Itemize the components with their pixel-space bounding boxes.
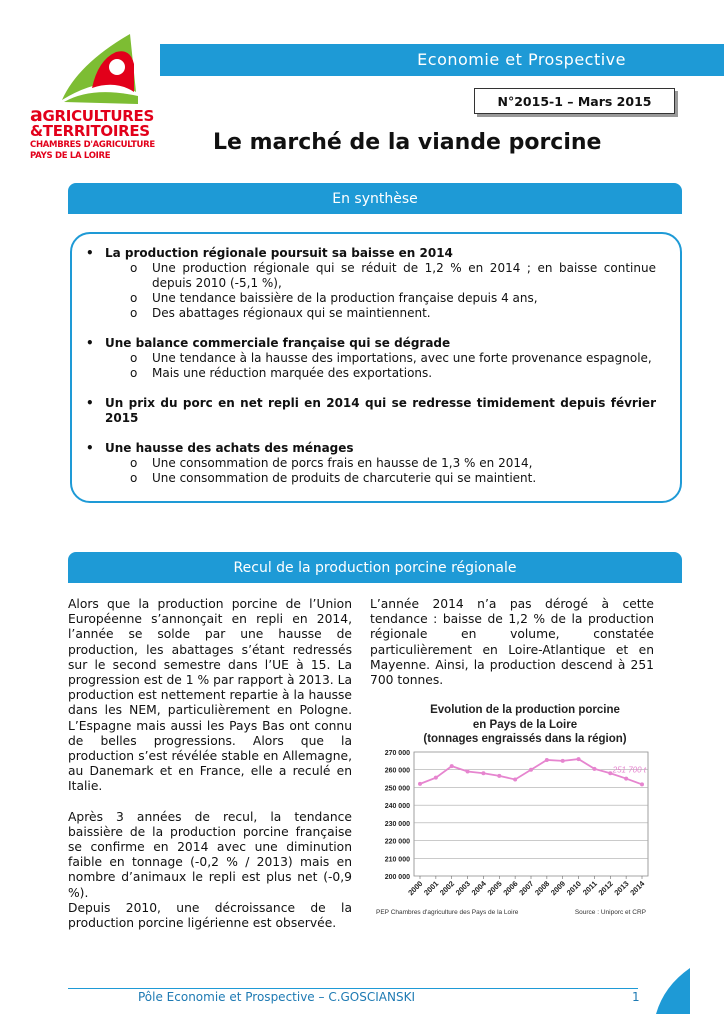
data-point bbox=[577, 757, 581, 761]
x-tick-label: 2005 bbox=[485, 879, 504, 898]
synthese-sub-text: Une tendance baissière de la production française depuis 4 ans, bbox=[152, 291, 538, 305]
x-tick-label: 2001 bbox=[422, 879, 441, 898]
paragraph-2014-region: L’année 2014 n’a pas dérogé à cette tendance : baisse de 1,2 % de la production régionale en volume, constatée particulièrement en Loire-Atlantique et en Mayenne. Ainsi, la production descend à 251 700 tonnes. bbox=[370, 597, 654, 688]
synthese-sub-item bbox=[130, 261, 656, 291]
synthese-sub-text: Des abattages régionaux qui se maintiennent. bbox=[152, 306, 431, 320]
logo-territoires: &TERRITOIRES bbox=[30, 122, 150, 140]
chart-title bbox=[384, 703, 666, 747]
bullet-icon: • bbox=[86, 246, 94, 260]
bullet-icon: • bbox=[86, 396, 94, 410]
synthese-sub-item bbox=[130, 366, 656, 381]
data-point bbox=[466, 769, 470, 773]
synthese-sub-item bbox=[130, 456, 656, 471]
synthese-sub-item bbox=[130, 306, 656, 321]
data-point bbox=[640, 782, 644, 786]
y-tick-label: 200 000 bbox=[384, 874, 410, 881]
agricultures-territoires-logo bbox=[30, 30, 160, 170]
synthese-sub-text: Une consommation de porcs frais en hausse de 1,3 % en 2014, bbox=[152, 456, 533, 470]
page-number: 1 bbox=[632, 990, 640, 1004]
header-band-label: Economie et Prospective bbox=[417, 50, 626, 69]
synthese-heading-text: Une balance commerciale française qui se dégrade bbox=[105, 336, 451, 350]
logo-leaf-icon bbox=[44, 30, 144, 105]
synthese-block bbox=[86, 441, 656, 486]
data-point bbox=[513, 777, 517, 781]
data-point bbox=[529, 768, 533, 772]
x-tick-label: 2014 bbox=[628, 879, 647, 898]
data-point bbox=[624, 777, 628, 781]
header-band bbox=[160, 44, 724, 76]
paragraph-eu-production: Alors que la production porcine de l’Union Européenne s’annonçait en repli en 2014, l’année se solde par une hausse de production, les abattages s’étant redressés sur le second semestre dans l’UE à 15. La progression est de 1 % par rapport à 2013. La production est nettement repartie à la hausse dans les NEM, particulièrement en Pologne. L’Espagne mais aussi les Pays Bas ont connu de belles progressions. Alors que la production s’est révélée stable en Allemagne, au Danemark et en France, elle a reculé en Italie. bbox=[68, 597, 352, 794]
x-tick-label: 2003 bbox=[453, 879, 472, 898]
x-tick-label: 2008 bbox=[533, 879, 552, 898]
y-tick-label: 210 000 bbox=[384, 856, 410, 864]
synthese-bullet-heading bbox=[86, 336, 656, 351]
synthese-sub-text: Une consommation de produits de charcuterie qui se maintient. bbox=[152, 471, 537, 485]
y-tick-label: 240 000 bbox=[384, 803, 410, 811]
y-tick-label: 230 000 bbox=[384, 820, 410, 828]
data-point bbox=[545, 758, 549, 762]
footer-text: Pôle Economie et Prospective – C.GOSCIANSKI bbox=[138, 990, 415, 1004]
circle-bullet-icon: o bbox=[130, 366, 138, 380]
data-point bbox=[561, 759, 565, 763]
chart-title-line: (tonnages engraissés dans la région) bbox=[423, 733, 627, 745]
logo-region: PAYS DE LA LOIRE bbox=[30, 151, 111, 161]
issue-number: N°2015-1 – Mars 2015 bbox=[474, 88, 675, 114]
paragraph-regional-decline: Depuis 2010, une décroissance de la production porcine ligérienne est observée. bbox=[68, 900, 352, 931]
logo-chambres: CHAMBRES D'AGRICULTURE bbox=[30, 140, 155, 150]
x-tick-label: 2011 bbox=[580, 879, 599, 897]
x-tick-label: 2012 bbox=[596, 879, 615, 898]
synthese-sub-item bbox=[130, 291, 656, 306]
synthese-block bbox=[86, 246, 656, 321]
synthese-bullet-heading bbox=[86, 246, 656, 261]
x-tick-label: 2006 bbox=[501, 879, 520, 898]
x-tick-label: 2009 bbox=[548, 879, 568, 898]
data-point bbox=[434, 776, 438, 780]
x-tick-label: 2007 bbox=[517, 879, 536, 898]
y-tick-label: 270 000 bbox=[384, 750, 410, 757]
chart-source-right: Source : Uniporc et CRP bbox=[574, 909, 646, 916]
chart-title-line: en Pays de la Loire bbox=[472, 718, 578, 731]
synthese-heading: En synthèse bbox=[68, 183, 682, 214]
right-column bbox=[370, 597, 654, 688]
y-tick-label: 250 000 bbox=[384, 785, 410, 793]
logo-agricultures: aGRICULTURES bbox=[30, 104, 154, 126]
chart-title-line: Evolution de la production porcine bbox=[430, 704, 620, 716]
left-column bbox=[68, 597, 352, 931]
synthese-sub-text: Mais une réduction marquée des exportations. bbox=[152, 366, 433, 380]
data-point bbox=[592, 767, 596, 771]
synthese-sub-text: Une production régionale qui se réduit de 1,2 % en 2014 ; en baisse continue depuis 2010 (-5,1 %), bbox=[152, 261, 656, 290]
chart-annotation: 251 700 t bbox=[612, 765, 646, 775]
circle-bullet-icon: o bbox=[130, 306, 138, 320]
synthese-bullet-heading bbox=[86, 396, 656, 426]
synthese-heading-text: Un prix du porc en net repli en 2014 qui se redresse timidement depuis février 2015 bbox=[105, 396, 656, 425]
y-tick-label: 260 000 bbox=[384, 767, 410, 775]
circle-bullet-icon: o bbox=[130, 471, 138, 485]
x-tick-label: 2002 bbox=[437, 879, 457, 898]
x-tick-label: 2010 bbox=[564, 879, 583, 898]
page-title: Le marché de la viande porcine bbox=[213, 130, 602, 155]
chart-source-left: PEP Chambres d'agriculture des Pays de la Loire bbox=[376, 909, 519, 916]
synthese-sub-item bbox=[130, 351, 656, 366]
x-tick-label: 2000 bbox=[406, 879, 425, 898]
paragraph-france-production: Après 3 années de recul, la tendance baissière de la production porcine française se confirme en 2014 avec une diminution faible en tonnage (-0,2 % / 2013) mais en nombre d’animaux le repli est plus net (-0,9 %). bbox=[68, 809, 352, 900]
section-heading-production: Recul de la production porcine régionale bbox=[68, 552, 682, 583]
x-tick-label: 2004 bbox=[469, 879, 488, 898]
data-point bbox=[418, 782, 422, 786]
synthese-sub-text: Une tendance à la hausse des importations, avec une forte provenance espagnole, bbox=[152, 351, 652, 365]
circle-bullet-icon: o bbox=[130, 291, 138, 305]
footer-leaf-icon bbox=[654, 966, 692, 1016]
synthese-bullet-heading bbox=[86, 441, 656, 456]
data-point bbox=[497, 774, 501, 778]
data-point bbox=[450, 764, 454, 768]
production-line-chart bbox=[370, 744, 670, 922]
x-tick-label: 2013 bbox=[612, 879, 631, 898]
bullet-icon: • bbox=[86, 336, 94, 350]
synthese-block bbox=[86, 396, 656, 426]
circle-bullet-icon: o bbox=[130, 456, 138, 470]
circle-bullet-icon: o bbox=[130, 351, 138, 365]
y-tick-label: 220 000 bbox=[384, 838, 410, 846]
data-point bbox=[481, 771, 485, 775]
synthese-box bbox=[70, 232, 682, 503]
synthese-block bbox=[86, 336, 656, 381]
synthese-heading-text: La production régionale poursuit sa baisse en 2014 bbox=[105, 246, 453, 260]
bullet-icon: • bbox=[86, 441, 94, 455]
synthese-heading-text: Une hausse des achats des ménages bbox=[105, 441, 354, 455]
circle-bullet-icon: o bbox=[130, 261, 138, 275]
synthese-sub-item bbox=[130, 471, 656, 486]
